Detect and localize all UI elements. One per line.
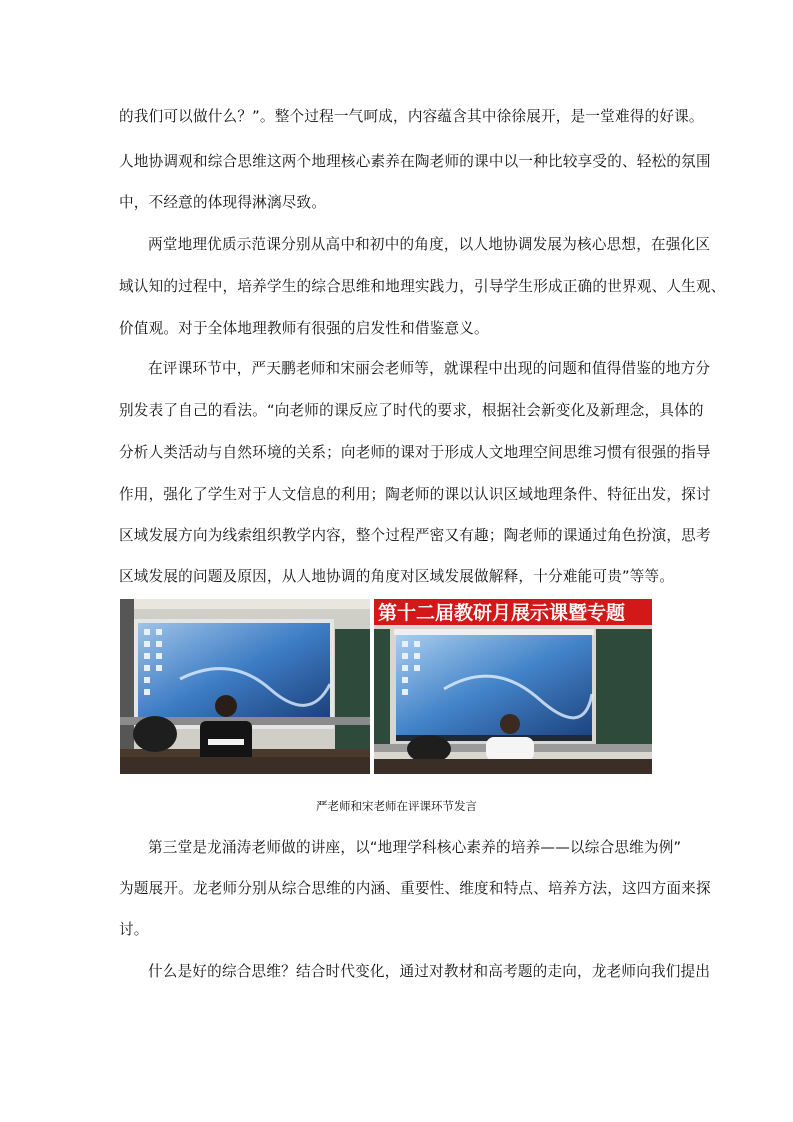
paragraph-3-line-1: 在评课环节中，严天鹏老师和宋丽会老师等，就课程中出现的问题和值得借鉴的地方分 [148, 360, 711, 377]
paragraph-2-line-3: 价值观。对于全体地理教师有很强的启发性和借鉴意义。 [119, 320, 489, 337]
paragraph-4-line-1: 第三堂是龙涌涛老师做的讲座，以“地理学科核心素养的培养——以综合思维为例” [148, 839, 682, 856]
photo-caption: 严老师和宋老师在评课环节发言 [316, 799, 477, 813]
paragraph-1-line-1: 的我们可以做什么？”。整个过程一气呵成，内容蕴含其中徐徐展开，是一堂难得的好课。 [119, 108, 704, 125]
paragraph-3-line-4: 作用，强化了学生对于人文信息的利用；陶老师的课以认识区域地理条件、特征出发，探讨 [119, 486, 711, 503]
paragraph-5-line-1: 什么是好的综合思维？结合时代变化，通过对教材和高考题的走向，龙老师向我们提出 [148, 963, 711, 980]
photo-speaker-right [374, 599, 652, 774]
paragraph-3-line-6: 区域发展的问题及原因，从人地协调的角度对区域发展做解释，十分难能可贵”等等。 [119, 568, 675, 585]
paragraph-2-line-1: 两堂地理优质示范课分别从高中和初中的角度，以人地协调发展为核心思想，在强化区 [148, 236, 711, 253]
paragraph-2-line-2: 域认知的过程中，培养学生的综合思维和地理实践力，引导学生形成正确的世界观、人生观、 [119, 278, 726, 295]
paragraph-1-line-2: 人地协调观和综合思维这两个地理核心素养在陶老师的课中以一种比较享受的、轻松的氛围 [119, 153, 711, 170]
paragraph-4-line-3: 讨。 [119, 921, 149, 938]
photo-speaker-left [120, 599, 370, 774]
paragraph-1-line-3: 中，不经意的体现得淋漓尽致。 [119, 194, 327, 211]
paragraph-3-line-3: 分析人类活动与自然环境的关系；向老师的课对于形成人文地理空间思维习惯有很强的指导 [119, 444, 711, 461]
paragraph-3-line-5: 区域发展方向为线索组织教学内容，整个过程严密又有趣；陶老师的课通过角色扮演，思考 [119, 527, 711, 544]
banner-text: 第十二届教研月展示课暨专题 [378, 602, 626, 624]
paragraph-3-line-2: 别发表了自己的看法。“向老师的课反应了时代的要求，根据社会新变化及新理念，具体的 [119, 402, 704, 419]
paragraph-4-line-2: 为题展开。龙老师分别从综合思维的内涵、重要性、维度和特点、培养方法，这四方面来探 [119, 880, 711, 897]
